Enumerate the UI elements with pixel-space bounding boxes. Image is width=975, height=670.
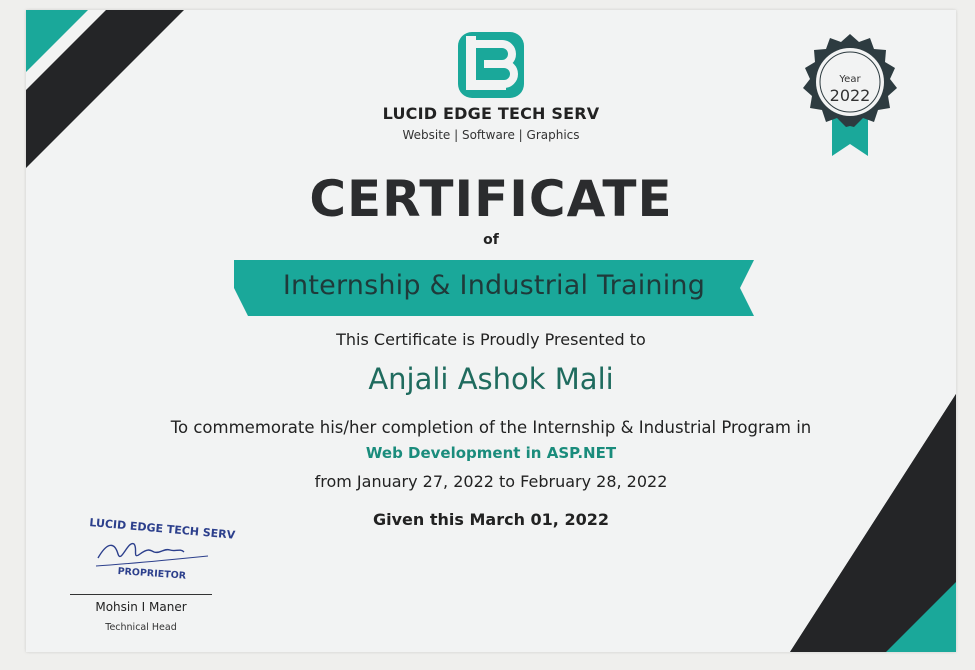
certificate-paper [26,10,956,652]
year-badge-icon [798,32,902,164]
signature-line [70,594,212,595]
company-logo-icon [458,32,524,98]
given-date: Given this March 01, 2022 [373,510,609,529]
signatory-name: Mohsin I Maner [95,600,187,614]
company-tagline: Website | Software | Graphics [402,128,580,142]
program-period: from January 27, 2022 to February 28, 2022 [314,472,668,491]
stamp-company: LUCID EDGE TECH SERV [88,516,236,542]
program-name: Web Development in ASP.NET [365,444,617,462]
certificate-of: of [483,232,499,248]
signatory-title: Technical Head [105,622,177,633]
certificate-title: CERTIFICATE [309,170,673,228]
stamp-role: PROPRIETOR [117,566,187,582]
company-name: LUCID EDGE TECH SERV [382,104,600,123]
commemorate-line: To commemorate his/her completion of the Internship & Industrial Program in [170,418,812,437]
presented-line: This Certificate is Proudly Presented to [336,330,646,349]
badge-year: 2022 [829,86,871,105]
badge-label: Year [839,74,861,85]
certificate-type: Internship & Industrial Training [282,270,706,301]
recipient-name: Anjali Ashok Mali [368,362,614,396]
